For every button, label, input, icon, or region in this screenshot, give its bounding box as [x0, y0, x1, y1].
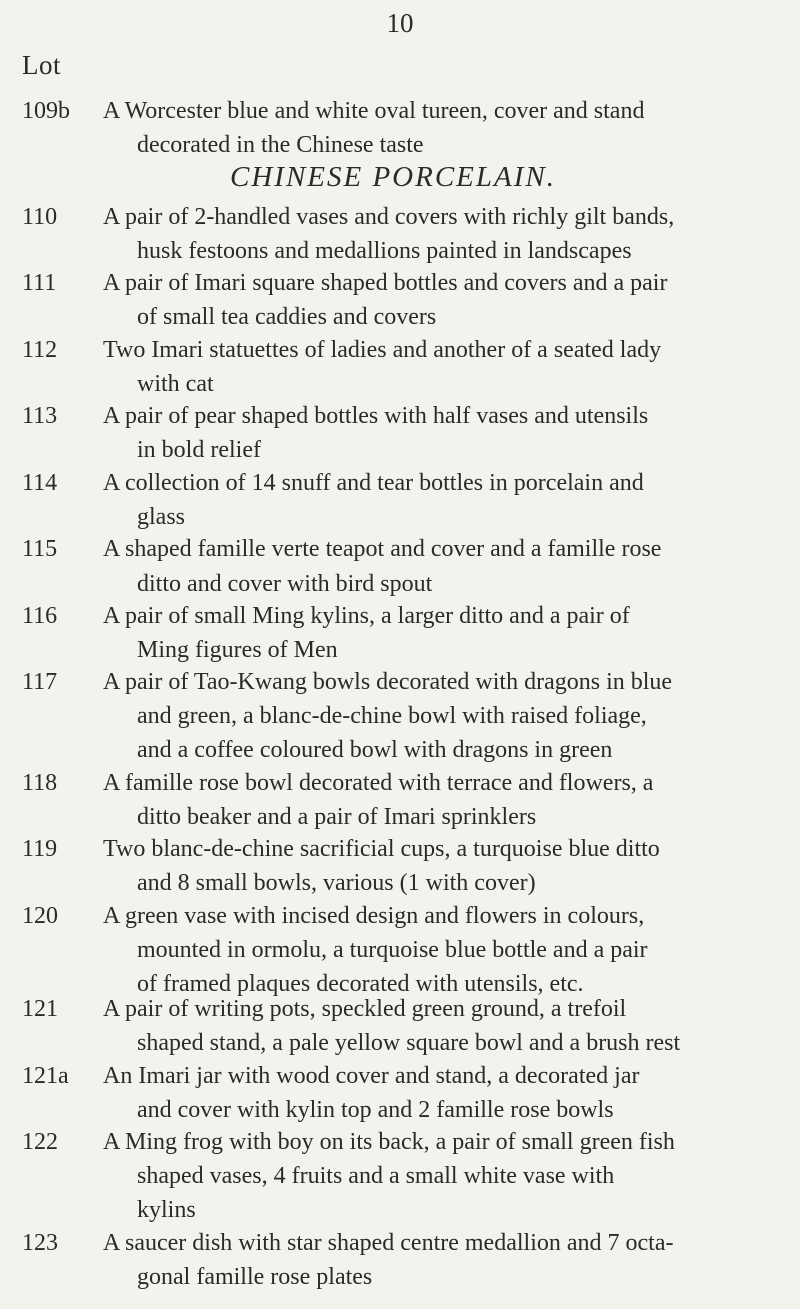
lot-description	[103, 94, 793, 162]
lot-description	[103, 266, 793, 334]
lot-description	[103, 466, 793, 534]
description-line: A famille rose bowl decorated with terrace and flowers, a	[103, 769, 654, 796]
lot-description	[103, 1059, 793, 1127]
lot-description	[103, 665, 793, 767]
description-line: in bold relief	[137, 437, 261, 464]
description-line: A shaped famille verte teapot and cover and a famille rose	[103, 536, 662, 563]
description-line: Two Imari statuettes of ladies and another of a seated lady	[103, 336, 662, 363]
description-line: ditto beaker and a pair of Imari sprinklers	[137, 803, 537, 830]
description-line: decorated in the Chinese taste	[137, 132, 424, 159]
description-line: of framed plaques decorated with utensils, etc.	[137, 970, 584, 997]
lot-description	[103, 899, 793, 1001]
lot-description	[103, 1125, 793, 1227]
section-title: CHINESE PORCELAIN.	[230, 160, 556, 193]
description-line: shaped stand, a pale yellow square bowl and a brush rest	[137, 1030, 681, 1057]
lot-number: 110	[22, 203, 58, 230]
description-line: A pair of 2-handled vases and covers with richly gilt bands,	[103, 203, 675, 230]
lot-number: 121	[22, 996, 58, 1023]
description-line: A Ming frog with boy on its back, a pair of small green fish	[103, 1129, 675, 1156]
lot-description	[103, 832, 793, 900]
description-line: A pair of small Ming kylins, a larger ditto and a pair of	[103, 603, 630, 630]
lot-number: 115	[22, 536, 58, 563]
lot-description	[103, 992, 793, 1060]
description-line: A collection of 14 snuff and tear bottles in porcelain and	[103, 469, 644, 496]
description-line: A pair of pear shaped bottles with half vases and utensils	[103, 403, 649, 430]
lot-number: 117	[22, 668, 58, 695]
description-line: husk festoons and medallions painted in landscapes	[137, 237, 632, 264]
lot-number: 118	[22, 769, 58, 796]
description-line: and cover with kylin top and 2 famille rose bowls	[137, 1096, 614, 1123]
description-line: A Worcester blue and white oval tureen, cover and stand	[103, 98, 645, 124]
description-line: mounted in ormolu, a turquoise blue bottle and a pair	[137, 936, 648, 963]
description-line: ditto and cover with bird spout	[137, 570, 433, 597]
description-line: of small tea caddies and covers	[137, 304, 437, 331]
lot-description	[103, 1226, 793, 1294]
description-line: An Imari jar with wood cover and stand, a decorated jar	[103, 1062, 640, 1089]
description-line: shaped vases, 4 fruits and a small white vase with	[137, 1163, 615, 1190]
description-line: glass	[137, 503, 185, 530]
description-line: and 8 small bowls, various (1 with cover)	[137, 870, 536, 897]
description-line: A saucer dish with star shaped centre medallion and 7 octa-	[103, 1229, 674, 1256]
lot-number: 120	[22, 902, 58, 929]
lot-description	[103, 532, 793, 600]
lot-number: 113	[22, 403, 58, 430]
description-line: and a coffee coloured bowl with dragons in green	[137, 737, 613, 764]
description-line: and green, a blanc-de-chine bowl with raised foliage,	[137, 702, 647, 729]
description-line: A pair of writing pots, speckled green ground, a trefoil	[103, 996, 627, 1023]
lot-number: 119	[22, 836, 58, 863]
lot-description	[103, 399, 793, 467]
lot-number: 114	[22, 469, 58, 496]
lot-number: 112	[22, 336, 58, 363]
lot-number: 111	[22, 270, 57, 297]
description-line: A pair of Tao-Kwang bowls decorated with dragons in blue	[103, 668, 673, 695]
description-line: Ming figures of Men	[137, 637, 338, 664]
lot-column-header: Lot	[22, 50, 61, 80]
lot-description	[103, 333, 793, 401]
lot-number: 116	[22, 603, 58, 630]
description-line: with cat	[137, 370, 214, 397]
description-line: gonal famille rose plates	[137, 1264, 373, 1290]
description-line: Two blanc-de-chine sacrificial cups, a turquoise blue ditto	[103, 836, 660, 863]
lot-description	[103, 200, 793, 268]
lot-number: 123	[22, 1229, 58, 1256]
lot-description	[103, 766, 793, 834]
description-line: A green vase with incised design and flowers in colours,	[103, 902, 645, 929]
lot-number: 109b	[22, 98, 70, 124]
description-line: A pair of Imari square shaped bottles and covers and a pair	[103, 270, 668, 297]
description-line: kylins	[137, 1197, 196, 1224]
page-number: 10	[386, 8, 414, 38]
lot-number: 121a	[22, 1062, 69, 1089]
lot-description	[103, 599, 793, 667]
lot-number: 122	[22, 1129, 58, 1156]
